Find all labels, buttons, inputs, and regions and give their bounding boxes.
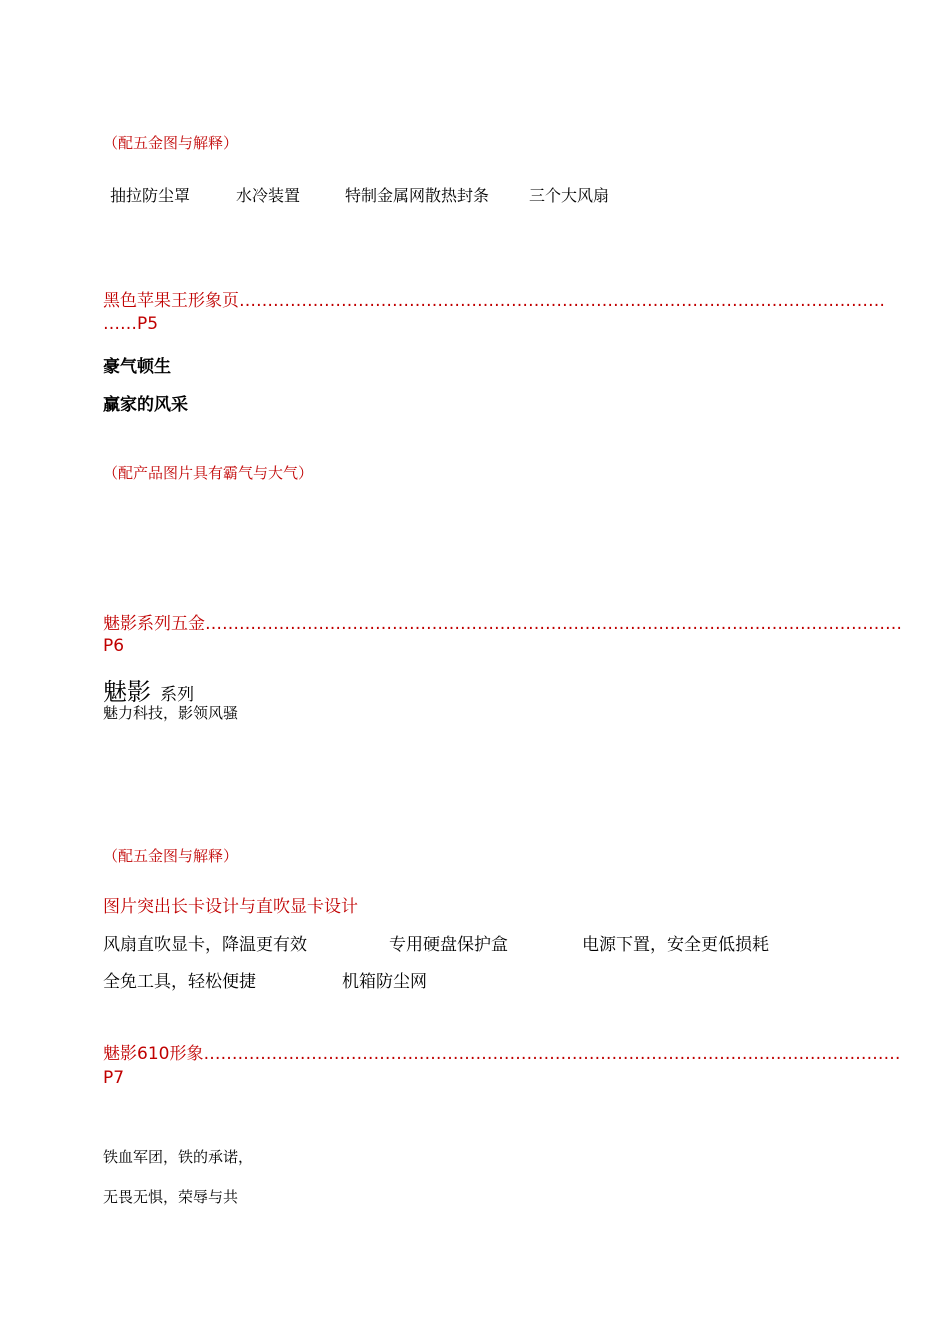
toc-leader: …………………………………………………………………………………………………………… xyxy=(205,614,902,634)
toc-entry[interactable] xyxy=(103,613,902,635)
slogan-line: 豪气顿生 xyxy=(103,357,171,377)
feature-item: 抽拉防尘罩 xyxy=(110,186,191,205)
feature-item: 水冷装置 xyxy=(236,186,301,205)
image-note: （配五金图与解释） xyxy=(103,134,239,152)
feature-item: 三个大风扇 xyxy=(529,186,610,205)
toc-title: 魅影系列五金 xyxy=(103,614,205,634)
feature-item: 电源下置，安全更低损耗 xyxy=(582,935,769,955)
brand-slogan: 魅力科技，影领风骚 xyxy=(103,704,239,722)
toc-title: 黑色苹果王形象页 xyxy=(103,291,239,311)
brand-series: 系列 xyxy=(160,685,195,705)
toc-leader: …………………………………………………………………………………………………… xyxy=(239,291,885,311)
toc-page-number: P5 xyxy=(137,314,159,334)
design-heading: 图片突出长卡设计与直吹显卡设计 xyxy=(103,897,358,917)
feature-item: 全免工具，轻松便捷 xyxy=(103,972,256,992)
toc-page-number: P6 xyxy=(103,636,125,656)
toc-leader: …………………………………………………………………………………………………………… xyxy=(203,1044,901,1064)
feature-item: 风扇直吹显卡，降温更有效 xyxy=(103,935,307,955)
toc-leader-cont: …… xyxy=(103,314,137,334)
brand-name: 魅影 xyxy=(103,678,151,706)
feature-item: 专用硬盘保护盒 xyxy=(389,935,508,955)
image-note: （配产品图片具有霸气与大气） xyxy=(103,464,314,482)
slogan-line: 赢家的风采 xyxy=(103,395,188,415)
toc-title: 魅影610形象 xyxy=(103,1044,204,1064)
toc-page-line xyxy=(103,313,158,335)
toc-entry[interactable] xyxy=(103,290,885,312)
image-note: （配五金图与解释） xyxy=(103,847,239,865)
feature-item: 特制金属网散热封条 xyxy=(345,186,490,205)
slogan-line: 铁血军团，铁的承诺， xyxy=(103,1148,254,1166)
feature-item: 机箱防尘网 xyxy=(342,972,427,992)
toc-entry[interactable] xyxy=(103,1043,901,1065)
slogan-line: 无畏无惧，荣辱与共 xyxy=(103,1188,239,1206)
toc-page-number: P7 xyxy=(103,1068,125,1088)
